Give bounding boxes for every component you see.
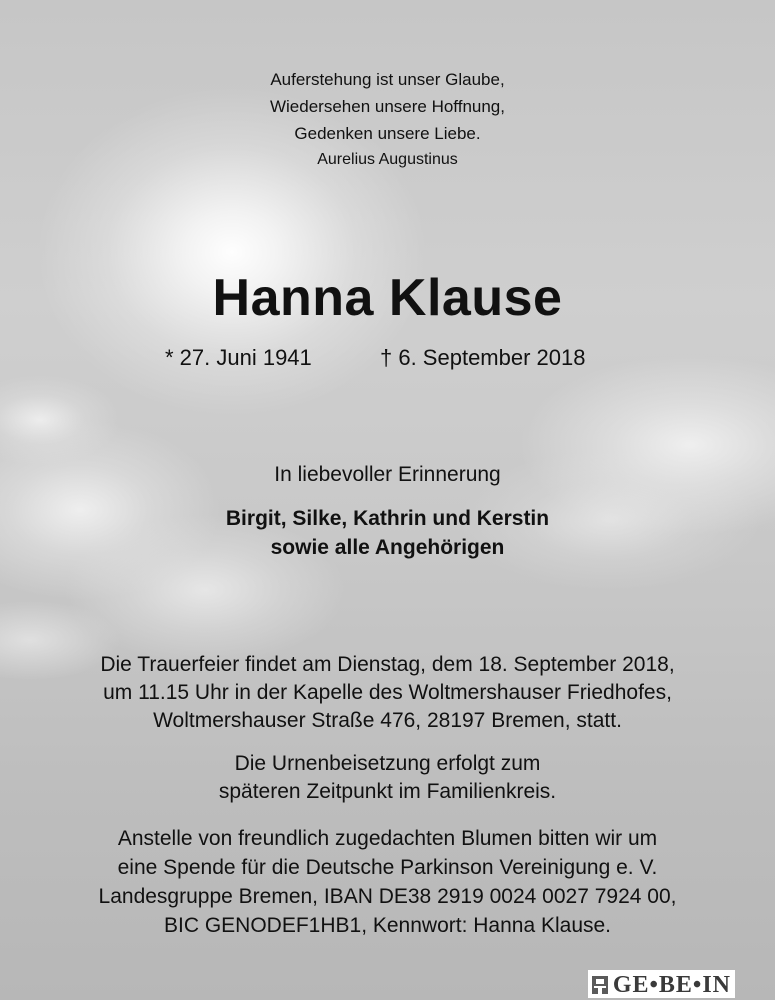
- mourners-line: Birgit, Silke, Kathrin und Kerstin: [225, 507, 550, 530]
- publisher-logo-icon: [592, 976, 608, 994]
- funeral-service-info: [0, 651, 775, 735]
- donation-line: eine Spende für die Deutsche Parkinson Vereinigung e. V.: [117, 856, 658, 879]
- donation-line: BIC GENODEF1HB1, Kennwort: Hanna Klause.: [163, 914, 612, 937]
- death-date: † 6. September 2018: [380, 345, 586, 370]
- donation-line: Anstelle von freundlich zugedachten Blumen bitten wir um: [117, 827, 658, 850]
- motto-line: Auferstehung ist unser Glaube,: [270, 70, 505, 89]
- birth-date: * 27. Juni 1941: [165, 345, 312, 370]
- service-line: um 11.15 Uhr in der Kapelle des Woltmershauser Friedhofes,: [103, 681, 672, 704]
- urn-burial-info: [0, 750, 775, 806]
- mourners-line: sowie alle Angehörigen: [270, 536, 505, 559]
- motto-quote: [0, 66, 775, 147]
- motto-author: Aurelius Augustinus: [317, 151, 458, 168]
- urn-line: Die Urnenbeisetzung erfolgt zum: [234, 752, 541, 775]
- donation-request: [0, 824, 775, 940]
- donation-line: Landesgruppe Bremen, IBAN DE38 2919 0024 0027 7924 00,: [98, 885, 677, 908]
- motto-line: Wiedersehen unsere Hoffnung,: [269, 97, 505, 116]
- service-line: Woltmershauser Straße 476, 28197 Bremen, statt.: [153, 709, 622, 732]
- publisher-logo: [588, 970, 735, 998]
- motto-line: Gedenken unsere Liebe.: [294, 124, 481, 143]
- urn-line: späteren Zeitpunkt im Familienkreis.: [218, 780, 557, 803]
- deceased-name: Hanna Klause: [212, 269, 563, 327]
- publisher-label: GE•BE•IN: [612, 971, 731, 998]
- mourners-list: [0, 504, 775, 562]
- service-line: Die Trauerfeier findet am Dienstag, dem 18. September 2018,: [100, 653, 675, 676]
- remembrance-heading: In liebevoller Erinnerung: [274, 463, 501, 486]
